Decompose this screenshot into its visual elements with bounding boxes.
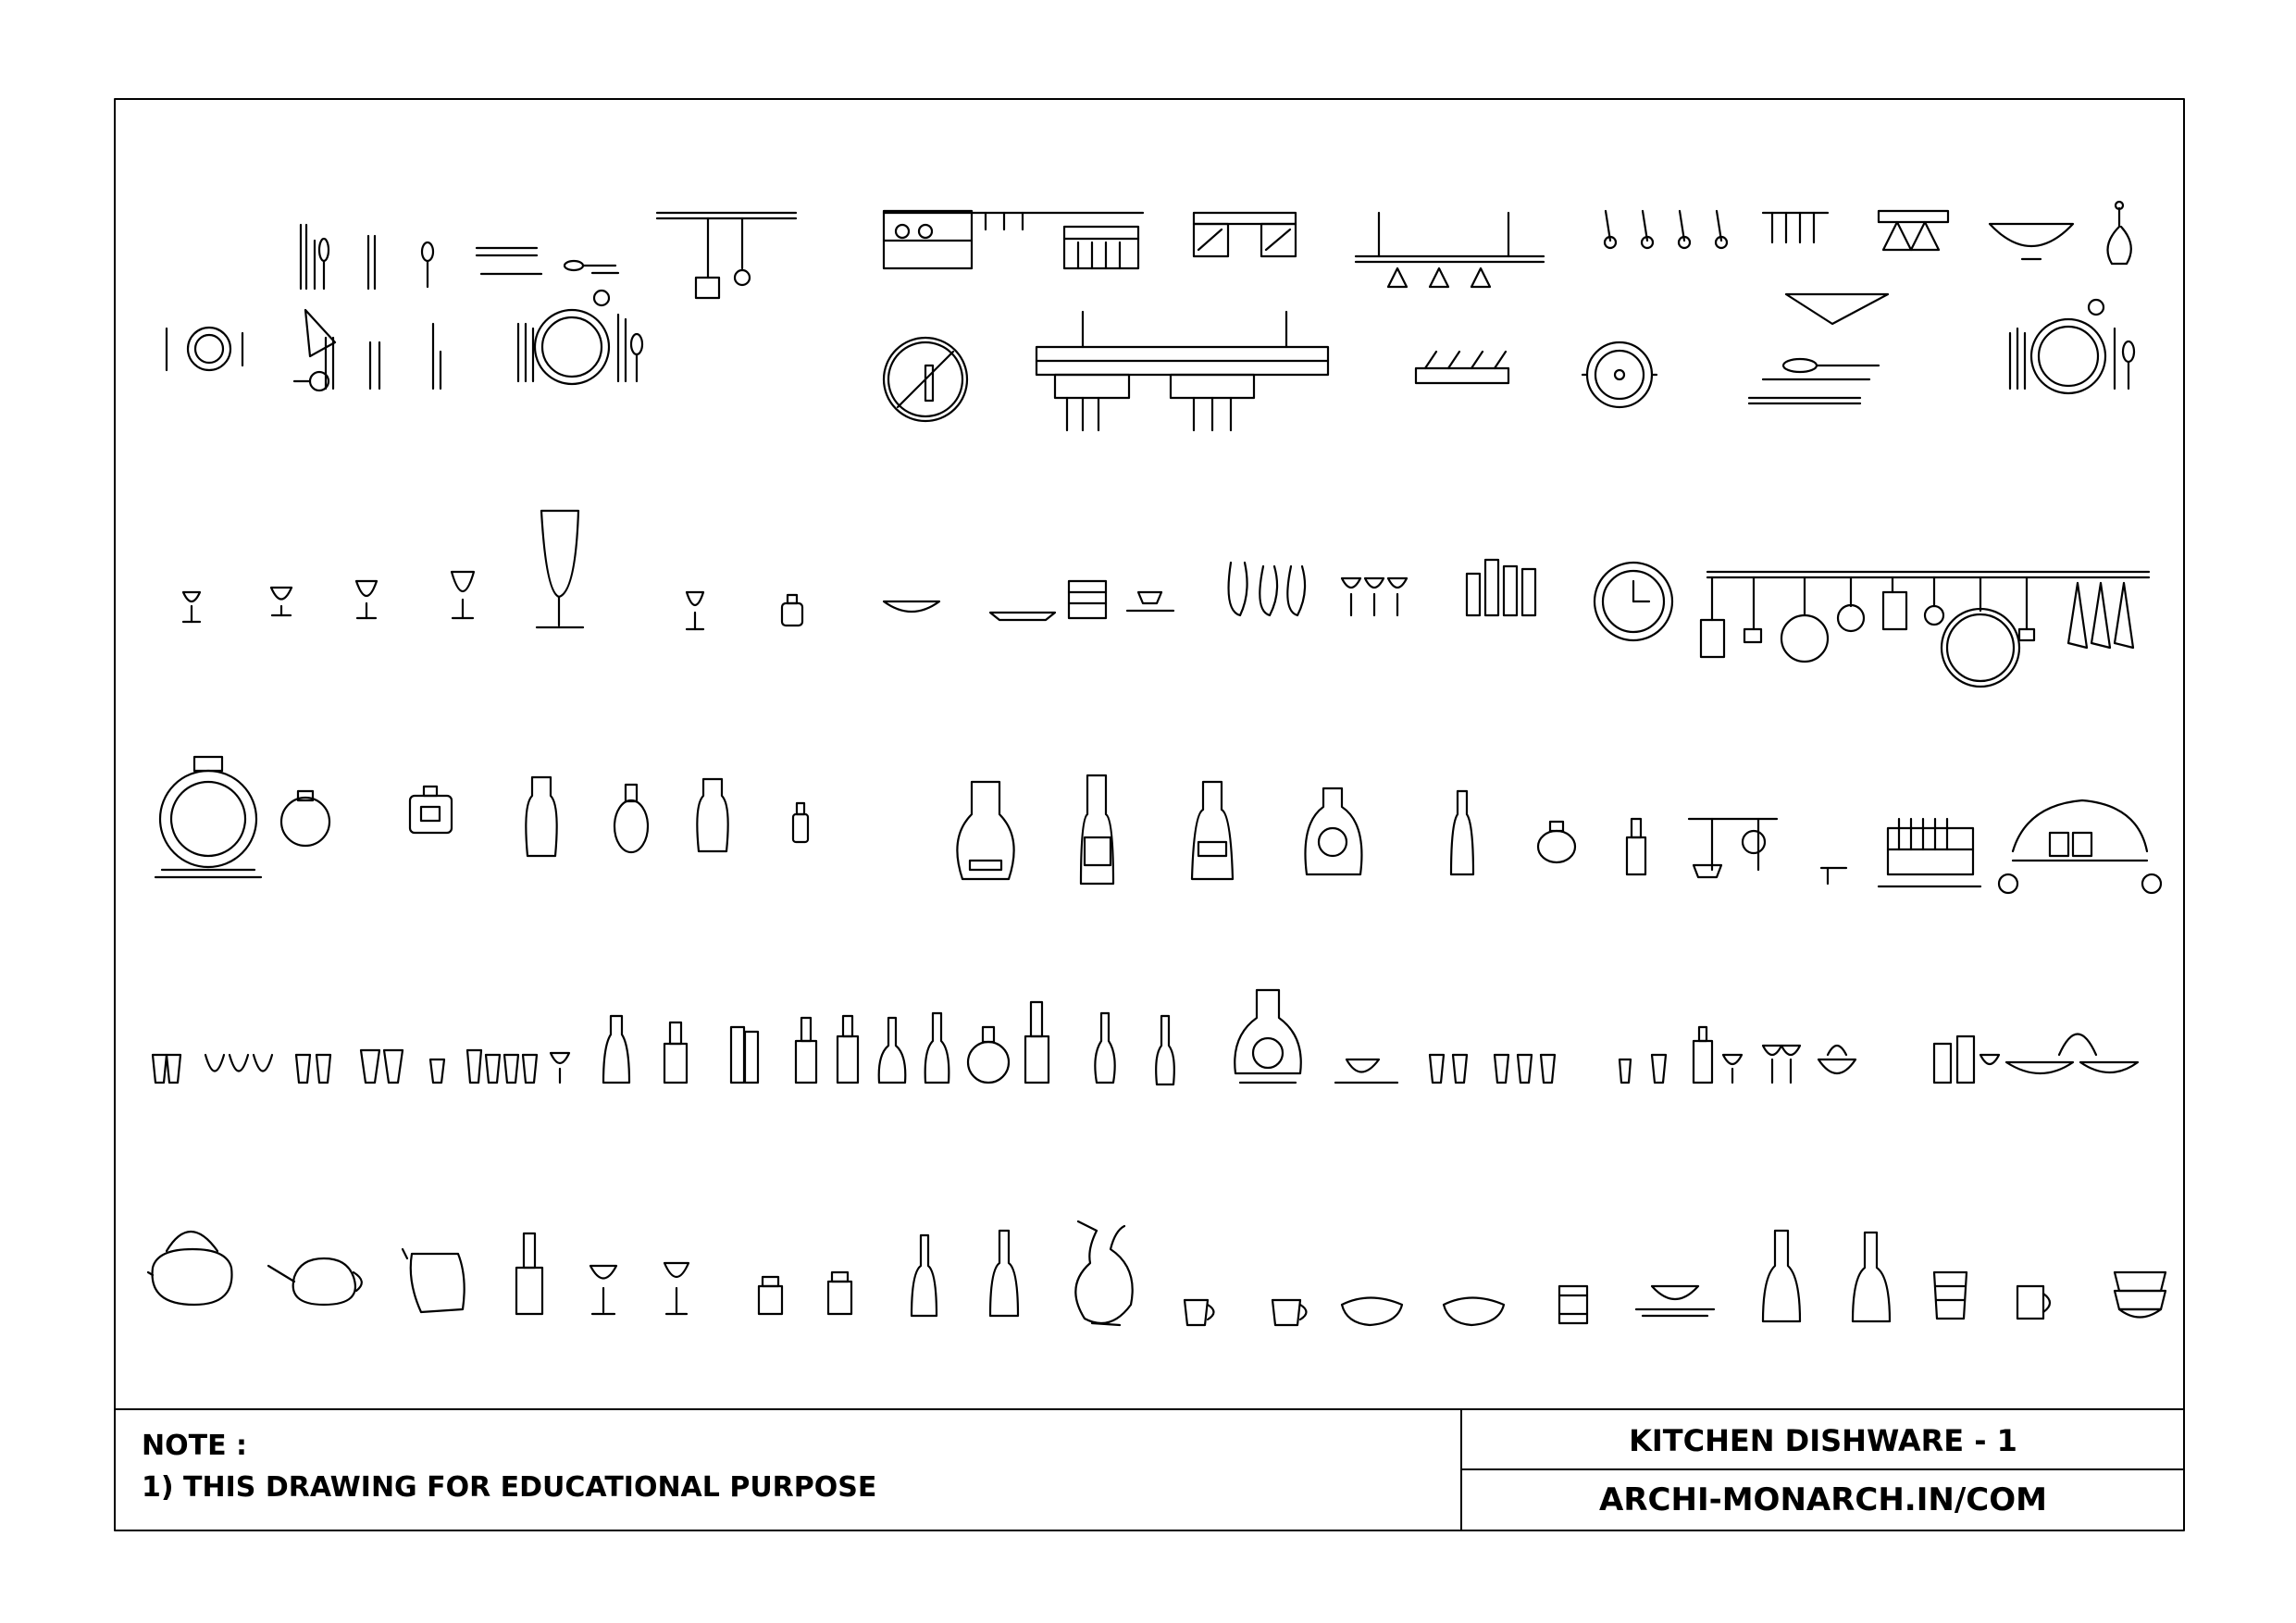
kettle-small-symbol	[1818, 1046, 1855, 1073]
place-setting-large-symbol	[518, 291, 642, 384]
decanter-symbol	[2108, 202, 2131, 264]
glasses-row-symbol	[1430, 1055, 1555, 1083]
place-setting-small-symbol	[167, 310, 441, 390]
wine-glasses-symbol	[183, 511, 703, 629]
serving-set-symbol	[1934, 1035, 2138, 1084]
tall-bottles-symbol	[912, 1231, 1018, 1316]
row-4-symbols	[153, 990, 2138, 1084]
wall-clock-symbol	[1595, 563, 1672, 640]
shot-glasses-symbol	[153, 1050, 569, 1083]
glass-holder-box-symbol	[1194, 213, 1296, 256]
overhead-glass-rack-symbol	[1036, 312, 1328, 430]
note-line-1: 1) THIS DRAWING FOR EDUCATIONAL PURPOSE	[142, 1471, 877, 1504]
round-perfume-bottle-symbol	[281, 791, 329, 846]
website-label: ARCHI-MONARCH.IN/COM	[1599, 1481, 2047, 1518]
gravy-boats-symbol	[1342, 1298, 1504, 1326]
ornate-clock-bottle-symbol	[155, 757, 261, 877]
square-perfume-bottle-symbol	[410, 787, 452, 833]
bowl-symbol	[1990, 224, 2073, 259]
title-block	[115, 1409, 2184, 1530]
cutlery-set-symbol	[301, 225, 618, 289]
kettle-symbol	[148, 1232, 232, 1305]
wine-glass-holder-symbol	[1879, 211, 1948, 250]
bottle-collection-symbol	[603, 1002, 1174, 1084]
spirit-bottles-symbol	[957, 775, 1361, 884]
drawing-title: KITCHEN DISHWARE - 1	[1629, 1423, 2017, 1458]
pan-hanging-rail-symbol	[1701, 572, 2149, 687]
utensil-stand-symbol	[1689, 819, 1777, 877]
ceiling-glass-rack-symbol	[1356, 213, 1544, 287]
glass-pair-symbol	[1763, 1046, 1800, 1083]
slim-bottles-symbol	[1451, 791, 1645, 874]
row-5-symbols	[148, 1221, 2166, 1325]
ornate-pitcher-symbol	[1075, 1221, 1132, 1325]
bottle-symbol	[516, 1233, 542, 1314]
place-setting-right-symbol	[2010, 300, 2134, 393]
bar-set-symbol	[1620, 1027, 1742, 1083]
liquor-bottles-symbol	[526, 777, 808, 856]
cooking-pot-top-symbol	[1582, 342, 1657, 407]
hanging-utensil-rail-symbol	[657, 213, 796, 298]
striped-cups-symbol	[1934, 1272, 2050, 1319]
tap-symbol	[1821, 868, 1846, 884]
cup-saucer-symbol	[1335, 1059, 1397, 1083]
water-jug-symbol	[403, 1249, 465, 1312]
round-tray-symbol	[884, 338, 967, 421]
kitchen-shelf-rack-symbol	[884, 211, 1143, 268]
dish-rack-symbol	[1416, 352, 1508, 383]
bowls-plates-symbol	[884, 581, 1173, 620]
three-glasses-symbol	[1342, 578, 1407, 615]
soup-bowl-saucer-symbol	[1636, 1286, 1714, 1316]
napkin-cutlery-symbol	[1749, 294, 1888, 403]
row-1-symbols	[167, 202, 2134, 430]
bottles-group-symbol	[1467, 560, 1535, 615]
canister-symbol	[1559, 1286, 1587, 1323]
mugs-symbol	[1185, 1300, 1307, 1325]
goblets-symbol	[590, 1263, 689, 1314]
decorative-flask-symbol	[1235, 990, 1301, 1083]
jars-symbol	[759, 1272, 851, 1314]
utensil-hooks-symbol	[1605, 211, 1828, 248]
teapot-symbol	[268, 1258, 362, 1305]
row-2-symbols	[183, 511, 2149, 687]
decanters-symbol	[1229, 563, 1306, 615]
plate-drying-rack-symbol	[1879, 819, 1980, 886]
row-3-symbols	[155, 757, 2161, 893]
sheet-border	[115, 99, 2184, 1530]
whisky-bottles-symbol	[1763, 1231, 1890, 1321]
small-bottle-symbol	[782, 595, 802, 626]
ornate-dish-stand-symbol	[1999, 800, 2161, 893]
note-heading: NOTE :	[142, 1430, 248, 1462]
stacked-bowls-symbol	[2115, 1272, 2166, 1318]
